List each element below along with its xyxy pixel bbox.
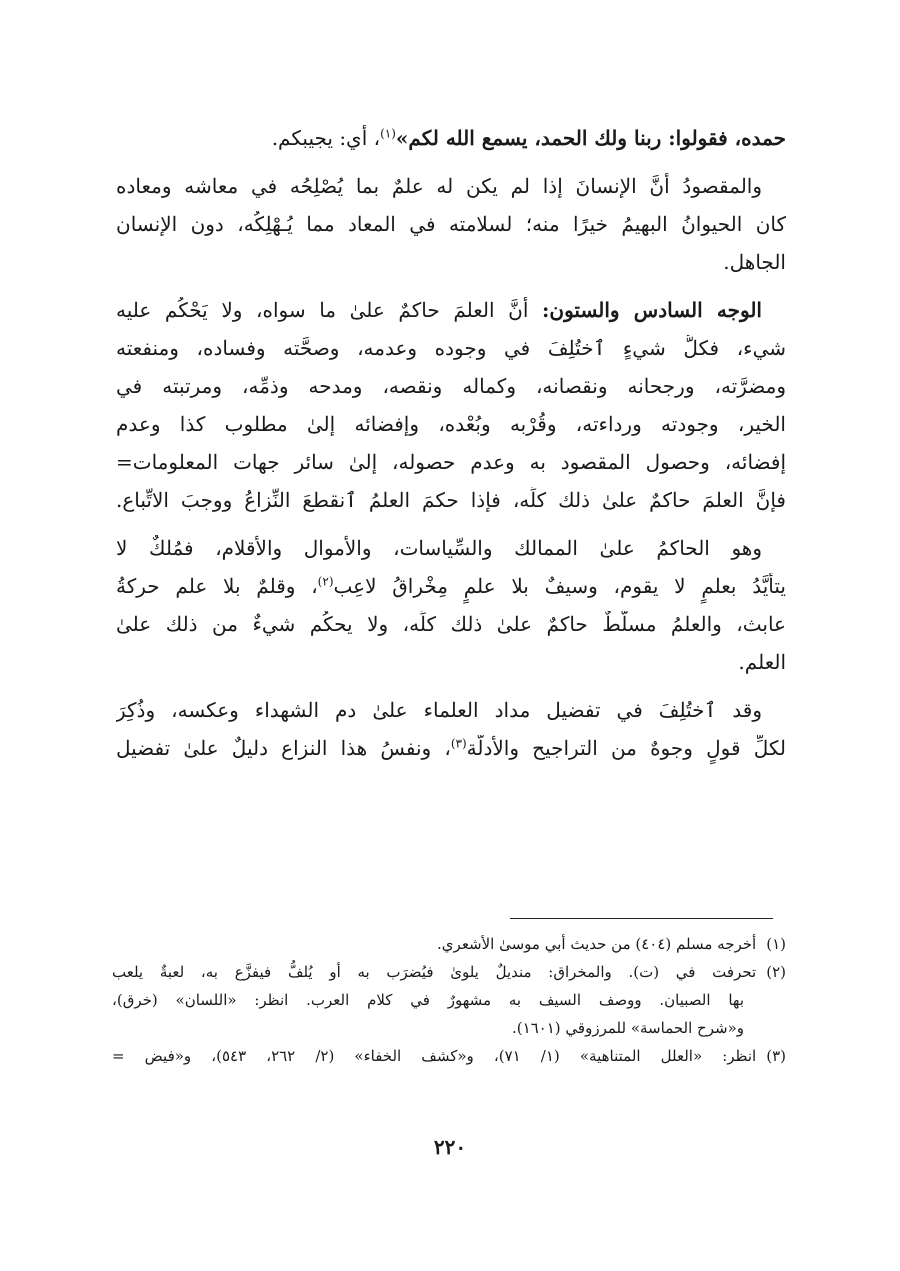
text-line: والمقصودُ أنَّ الإنسانَ إذا لم يكن له علمٌ بما يُصْلِحُه في معاشه ومعاده (116, 174, 762, 198)
footnote-2-cont: و«شرح الحماسة» للمرزوقي (١٦٠١). (511, 1019, 744, 1037)
text-line: يتأيَّدُ بعلمٍ لا يقوم، وسيفٌ بلا علمٍ مِخْراقُ لاعِب$^{(٢)}$، وقلمٌ بلا علم حركةُ (116, 574, 786, 598)
text-line: لكلِّ قولٍ وجوهٌ من التراجيح والأدلَّة$^{(٣)}$، ونفسُ هذا النزاع دليلٌ علىٰ تفضيل (116, 736, 786, 760)
footnote-separator (510, 918, 773, 919)
text-line: كان الحيوانُ البهيمُ خيرًا منه؛ لسلامته في المعاد مما يُـهْلِكُه، دون الإنسان (116, 212, 786, 236)
text-line: الوجه السادس والستون: أنَّ العلمَ حاكمٌ علىٰ ما سواه، ولا يَحْكُم عليه (116, 298, 762, 322)
text-line: ومضرَّته، ورجحانه ونقصانه، وكماله ونقصه، ومدحه وذمِّه، ومرتبته في (116, 374, 786, 398)
text-line: العلم. (738, 650, 786, 674)
text-line: إفضائه، وحصول المقصود به وعدم حصوله، إلىٰ سائر جهات المعلومات= (116, 450, 786, 474)
footnote-ref[interactable]: (٢) (317, 574, 334, 589)
text-line: وقد ٱختُلِفَ في تفضيل مداد العلماء علىٰ دم الشهداء وعكسه، وذُكِرَ (116, 698, 762, 722)
footnote-ref[interactable]: (٣) (450, 736, 467, 751)
footnote-ref[interactable]: (١) (380, 126, 396, 141)
text-line: وهو الحاكمُ علىٰ الممالك والسِّياسات، والأموال والأقلام، فمُلكٌ لا (116, 536, 762, 560)
text-line: عابث، والعلمُ مسلَّطٌ حاكمٌ علىٰ ذلك كلِّه، ولا يحكُم شيءٌ من ذلك علىٰ (116, 612, 786, 636)
footnote-1: (١)أخرجه مسلم (٤٠٤) من حديث أبي موسىٰ الأشعري. (437, 935, 786, 953)
footnote-3: (٣)انظر: «العلل المتناهية» (١/ ٧١)، و«كشف الخفاء» (٢/ ٢٦٢، ٥٤٣)، و«فيض = (112, 1047, 786, 1065)
footnote-2: (٢)تحرفت في (ت). والمخراق: منديلٌ يلوىٰ فيُضرَب به أو يُلفُّ فيفزَّع به، لعبةٌ يلعب (112, 963, 786, 981)
text-line: الجاهل. (723, 250, 786, 274)
text-line: فإنَّ العلمَ حاكمٌ علىٰ ذلك كلِّه، فإذا حكمَ العلمُ ٱنقطعَ النِّزاعُ ووجبَ الاتِّباع. (116, 488, 786, 512)
text-line: الخير، وجودته ورداءته، وقُرْبه وبُعْده، وإفضائه إلىٰ مطلوب كذا وعدم (116, 412, 786, 436)
text-line: حمده، فقولوا: ربنا ولك الحمد، يسمع الله لكم»$^{(١)}$، أي: يجيبكم. (271, 126, 786, 150)
text-line: شيء، فكلُّ شيءٍ ٱختُلِفَ في وجوده وعدمه، وصحَّته وفساده، ومنفعته (116, 336, 786, 360)
main-text (116, 125, 786, 773)
section-heading: الوجه السادس والستون: (542, 298, 762, 322)
hadith-quote: حمده، فقولوا: ربنا ولك الحمد، يسمع الله لكم» (395, 126, 786, 150)
footnote-2-cont: بها الصبيان. ووصف السيف به مشهورٌ في كلام العرب. انظر: «اللسان» (خرق)، (112, 991, 744, 1009)
page-number: ٢٢٠ (433, 1135, 467, 1159)
footnotes (112, 930, 786, 1070)
